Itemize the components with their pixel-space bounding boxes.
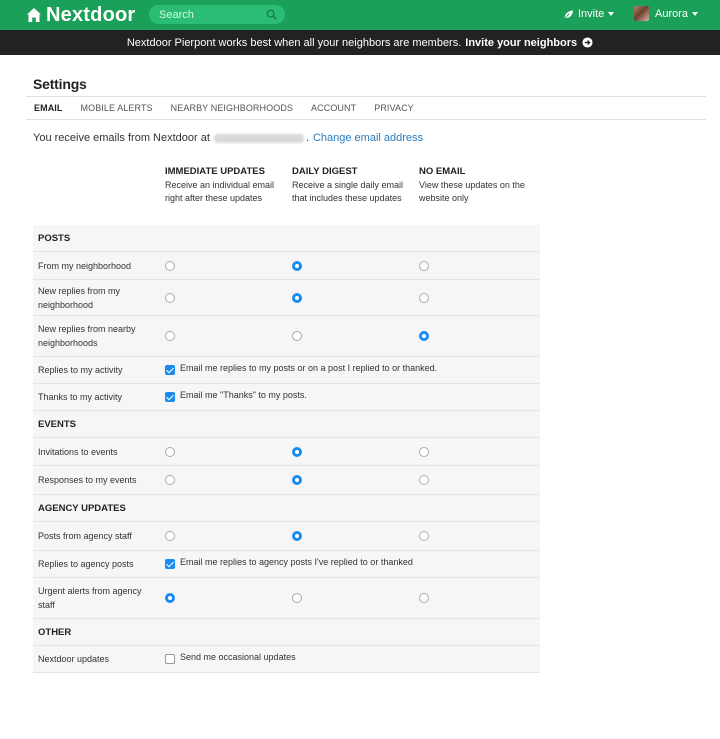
radio-daily[interactable] [292,331,302,341]
table-row [33,280,540,316]
table-row [33,438,540,466]
email-info [33,132,423,144]
radio-immediate[interactable] [165,531,175,541]
email-settings-table [33,225,540,673]
row-label: Replies to agency posts [38,559,134,569]
row-label: Thanks to my activity [38,392,123,402]
table-row [33,466,540,495]
chevron-down-icon [608,12,614,16]
radio-none[interactable] [419,293,429,303]
section-label: EVENTS [38,419,77,430]
leaf-icon [563,9,574,20]
row-label: New replies from my neighborhood [38,286,121,310]
tab-email[interactable]: EMAIL [34,103,63,113]
chevron-down-icon [692,12,698,16]
nextdoor-logo[interactable] [26,5,135,25]
thanks-activity-checkbox[interactable] [165,392,175,402]
section-label: OTHER [38,627,72,638]
radio-immediate[interactable] [165,293,175,303]
nextdoor-updates-checkbox[interactable] [165,654,175,664]
row-label: Nextdoor updates [38,654,110,664]
table-row [33,252,540,280]
house-icon [26,7,42,23]
column-none [419,165,539,205]
tab-account[interactable]: ACCOUNT [311,103,357,113]
banner-text: Nextdoor Pierpont works best when all your neighbors are members. [126,36,462,49]
section-events [33,411,540,438]
radio-none[interactable] [419,475,429,485]
invite-neighbors-link[interactable]: Invite your neighbors [465,36,578,49]
radio-none[interactable] [419,261,429,271]
radio-immediate[interactable] [165,593,175,603]
radio-daily[interactable] [292,593,302,603]
agency-replies-checkbox[interactable] [165,559,175,569]
column-desc: Receive an individual email right after these updates [165,180,275,203]
top-nav-bar [0,0,720,30]
arrow-right-circle-icon[interactable] [582,37,593,48]
table-row [33,551,540,578]
radio-immediate[interactable] [165,447,175,457]
row-label: New replies from nearby neighborhoods [38,324,136,348]
row-label: Posts from agency staff [38,531,132,541]
replies-activity-checkbox[interactable] [165,365,175,375]
table-row [33,357,540,384]
column-immediate [165,165,285,205]
email-prefix: You receive emails from Nextdoor at [33,132,210,144]
column-desc: Receive a single daily email that includes these updates [292,180,404,203]
user-name: Aurora [655,7,689,20]
table-row [33,646,540,673]
tab-nearby-neighborhoods[interactable]: NEARBY NEIGHBORHOODS [170,103,294,113]
column-desc: View these updates on the website only [419,180,525,203]
row-label: From my neighborhood [38,261,132,271]
avatar [634,6,649,21]
section-posts [33,225,540,252]
radio-none[interactable] [419,447,429,457]
table-row [33,384,540,411]
checkbox-label: Email me replies to my posts or on a post I replied to or thanked. [180,363,438,373]
search-box[interactable] [149,5,285,24]
row-label: Invitations to events [38,447,118,457]
section-label: AGENCY UPDATES [38,503,126,514]
column-title: NO EMAIL [419,166,466,177]
radio-immediate[interactable] [165,331,175,341]
row-label: Replies to my activity [38,365,123,375]
search-icon[interactable] [266,9,277,20]
radio-none[interactable] [419,593,429,603]
radio-none[interactable] [419,331,429,341]
tab-privacy[interactable]: PRIVACY [374,103,414,113]
search-input[interactable] [159,9,259,21]
user-menu[interactable] [634,6,698,21]
brand-name: Nextdoor [46,4,136,26]
email-suffix: . [305,132,309,144]
radio-daily[interactable] [292,531,302,541]
column-title: IMMEDIATE UPDATES [165,166,265,177]
table-row [33,578,540,619]
row-label: Urgent alerts from agency staff [38,586,142,610]
radio-daily[interactable] [292,293,302,303]
checkbox-label: Email me replies to agency posts I've replied to or thanked [180,557,413,567]
change-email-link[interactable]: Change email address [312,132,424,144]
column-daily [292,165,412,205]
settings-tabs [26,96,706,120]
radio-daily[interactable] [292,475,302,485]
invite-label: Invite [578,8,605,20]
section-agency-updates [33,495,540,522]
row-label: Responses to my events [38,475,137,485]
section-other [33,619,540,646]
radio-daily[interactable] [292,261,302,271]
table-row [33,522,540,551]
invite-menu[interactable] [563,8,614,20]
section-label: POSTS [38,233,71,244]
radio-immediate[interactable] [165,261,175,271]
column-title: DAILY DIGEST [292,166,358,177]
checkbox-label: Email me "Thanks" to my posts. [180,390,307,400]
radio-immediate[interactable] [165,475,175,485]
radio-none[interactable] [419,531,429,541]
checkbox-label: Send me occasional updates [180,652,296,662]
redacted-email [214,134,304,143]
invite-banner [0,30,720,55]
page-title: Settings [33,76,87,92]
tab-mobile-alerts[interactable]: MOBILE ALERTS [80,103,153,113]
radio-daily[interactable] [292,447,302,457]
table-row [33,316,540,357]
